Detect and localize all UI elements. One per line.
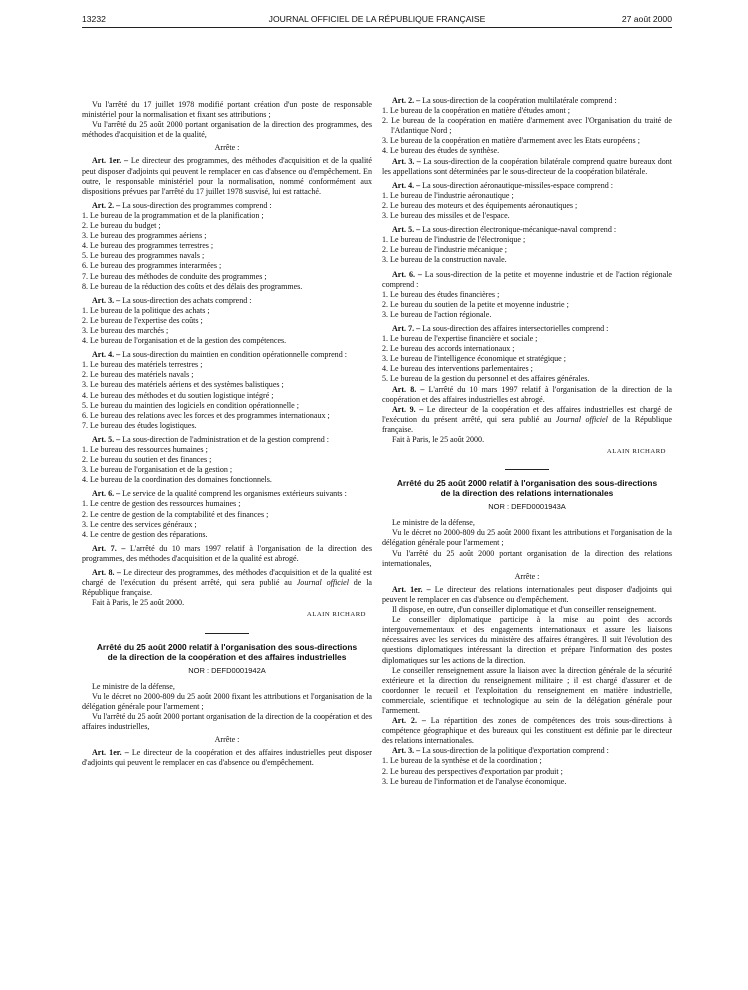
article-text: La sous-direction des achats comprend : bbox=[120, 295, 252, 305]
list-item: 4. Le bureau des méthodes et du soutien logistique intégré ; bbox=[82, 390, 274, 400]
article-label: Art. 3. – bbox=[92, 295, 121, 305]
list-item: 8. Le bureau de la réduction des coûts et des délais des programmes. bbox=[82, 281, 303, 291]
list-item: 1. Le bureau de la synthèse et de la coordination ; bbox=[382, 756, 542, 766]
list-item: 1. Le bureau de l'industrie de l'électronique ; bbox=[382, 235, 526, 245]
article-3 bbox=[382, 157, 672, 177]
list-item: 3. Le bureau des programmes aériens ; bbox=[82, 231, 207, 241]
article-3 bbox=[82, 296, 372, 306]
article-text: La sous-direction de la coopération multilatérale comprend : bbox=[420, 96, 617, 105]
vu-paragraph: Vu l'arrêté du 25 août 2000 portant organisation de la direction de la coopération et des affaires industrielles, bbox=[82, 711, 372, 731]
list-item: 2. Le bureau du budget ; bbox=[82, 221, 161, 231]
vu-paragraph: Vu l'arrêté du 25 août 2000 portant organisation de la direction des programmes, des méthodes d'acquisition et de la qualité, bbox=[82, 120, 372, 140]
list-item: 5. Le bureau de la gestion du personnel et des affaires générales. bbox=[382, 374, 590, 384]
article-text: L'arrêté du 10 mars 1997 relatif à l'organisation de la direction de la coopération et des affaires industrielles est abrogé. bbox=[382, 384, 673, 404]
list-item: 3. Le bureau de l'organisation et de la gestion ; bbox=[82, 465, 233, 475]
list-item: 2. Le bureau de l'expertise des coûts ; bbox=[82, 315, 203, 325]
list-item: 3. Le bureau des marchés ; bbox=[82, 325, 169, 335]
article-text: Le directeur de la coopération et des affaires industrielles peut disposer d'adjoints qui peuvent le remplacer en cas d'absence ou d'empêchement. bbox=[82, 748, 372, 768]
arrete-heading: Arrête : bbox=[214, 143, 240, 153]
list-item: 4. Le bureau des interventions parlementaires ; bbox=[382, 364, 533, 374]
article-2 bbox=[382, 716, 672, 746]
list-item: 5. Le bureau des programmes navals ; bbox=[82, 251, 205, 261]
article-text: Le directeur des relations internationales peut disposer d'adjoints qui peuvent le remplacer en cas d'absence ou d'empêchement. bbox=[382, 584, 673, 604]
list-item: 4. Le bureau des programmes terrestres ; bbox=[82, 241, 214, 251]
list-item: 7. Le bureau des études logistiques. bbox=[82, 420, 197, 430]
article-2 bbox=[382, 96, 672, 106]
article-label: Art. 8. – bbox=[392, 384, 425, 394]
list-item: 6. Le bureau des programmes interarmées ; bbox=[82, 261, 222, 271]
vu-paragraph: Vu le décret no 2000-809 du 25 août 2000 fixant les attributions et l'organisation de la délégation générale pour l'armement ; bbox=[82, 691, 372, 711]
article-5 bbox=[382, 225, 672, 235]
article-7 bbox=[382, 324, 672, 334]
article-text: La sous-direction électronique-mécanique-naval comprend : bbox=[420, 225, 617, 235]
list-item: 2. Le bureau des moteurs et des équipements aéronautiques ; bbox=[382, 200, 578, 210]
article-label: Art. 2. – bbox=[392, 96, 421, 105]
article-5 bbox=[82, 435, 372, 445]
article-label: Art. 4. – bbox=[392, 180, 421, 190]
list-item: 4. Le bureau de l'organisation et de la gestion des compétences. bbox=[82, 336, 287, 346]
list-item: 7. Le bureau des méthodes de conduite des programmes ; bbox=[82, 271, 267, 281]
minister-line: Le ministre de la défense, bbox=[92, 681, 175, 691]
article-text: La sous-direction des programmes comprend : bbox=[120, 200, 272, 210]
article-text: Le directeur de la coopération et des affaires industrielles est chargé de l'exécution du présent arrêté, qui sera publié au bbox=[382, 404, 673, 424]
vu-paragraph: Vu l'arrêté du 17 juillet 1978 modifié portant création d'un poste de responsable ministériel pour la normalisation et fixant ses attributions ; bbox=[82, 100, 372, 120]
article-text: La sous-direction de la politique d'exportation comprend : bbox=[420, 746, 609, 756]
article-label: Art. 7. – bbox=[92, 543, 126, 553]
signature: ALAIN RICHARD bbox=[606, 448, 666, 456]
list-item: 3. Le bureau des missiles et de l'espace. bbox=[382, 211, 510, 221]
list-item: 1. Le centre de gestion des ressources humaines ; bbox=[82, 499, 241, 509]
minister-line: Le ministre de la défense, bbox=[392, 518, 475, 528]
article-label: Art. 4. – bbox=[92, 350, 121, 360]
list-item: 2. Le bureau de l'industrie mécanique ; bbox=[382, 245, 508, 255]
article-label: Art. 8. – bbox=[92, 568, 121, 578]
page-number: 13232 bbox=[82, 14, 106, 24]
list-item: 2. Le bureau de la coopération en matière d'armement avec l'Organisation du traité de l'Atlantique Nord ; bbox=[382, 116, 672, 136]
list-item: 4. Le centre de gestion des réparations. bbox=[82, 529, 208, 539]
article-text: La sous-direction de la petite et moyenne industrie et de l'action régionale comprend : bbox=[382, 269, 672, 289]
header-rule bbox=[82, 27, 672, 28]
fait-line: Fait à Paris, le 25 août 2000. bbox=[92, 598, 185, 608]
list-item: 3. Le bureau de la construction navale. bbox=[382, 255, 507, 265]
page-header bbox=[82, 14, 672, 28]
article-text: Le directeur des programmes, des méthodes d'acquisition et de la qualité est chargé de l'exécution du présent arrêté, qui sera publié au bbox=[82, 568, 373, 588]
vu-paragraph: Vu l'arrêté du 25 août 2000 portant organisation de la direction des relations internationales, bbox=[382, 548, 672, 568]
arrete-heading: Arrête : bbox=[214, 735, 240, 745]
article-text: La répartition des zones de compétences des trois sous-directions à compétence géographique et des bureaux qui les constituent est définie par le directeur des relations internationales. bbox=[382, 716, 672, 746]
signature: ALAIN RICHARD bbox=[306, 611, 366, 619]
nor-reference: NOR : DEFD0001942A bbox=[188, 665, 266, 675]
section-separator bbox=[505, 469, 549, 470]
article-label: Art. 3. – bbox=[392, 156, 421, 166]
list-item: 4. Le bureau des études de synthèse. bbox=[382, 146, 500, 156]
article-label: Art. 1er. – bbox=[392, 584, 431, 594]
article-label: Art. 1er. – bbox=[92, 156, 129, 166]
list-item: 2. Le bureau des matériels navals ; bbox=[82, 370, 194, 380]
list-item: 2. Le bureau des perspectives d'exportation par produit ; bbox=[382, 766, 563, 776]
list-item: 1. Le bureau des matériels terrestres ; bbox=[82, 360, 203, 370]
list-item: 2. Le centre de gestion de la comptabilité et des finances ; bbox=[82, 509, 269, 519]
decree-title: Arrêté du 25 août 2000 relatif à l'organisation des sous-directions de la direction des relations internationales bbox=[396, 478, 658, 499]
arrete-heading: Arrête : bbox=[514, 571, 540, 581]
article-9 bbox=[382, 405, 672, 435]
paragraph: Le conseiller renseignement assure la liaison avec la direction générale de la sécurité extérieure et la direction du renseignement militaire ; il est chargé d'assurer et de coordonner le recueil et l'exploitation du renseignement en matière industrielle, commerciale, scientifique et technologique au sein de la délégation générale pour l'armement. bbox=[382, 665, 672, 715]
article-text: La sous-direction des affaires intersectorielles comprend : bbox=[420, 323, 609, 333]
section-separator bbox=[205, 633, 249, 634]
article-4 bbox=[82, 350, 372, 360]
list-item: 1. Le bureau de la programmation et de la planification ; bbox=[82, 210, 264, 220]
list-item: 6. Le bureau des relations avec les forces et des programmes internationaux ; bbox=[82, 410, 330, 420]
list-item: 3. Le centre des services généraux ; bbox=[82, 519, 197, 529]
article-4 bbox=[382, 181, 672, 191]
list-item: 1. Le bureau de la coopération en matière d'études amont ; bbox=[382, 106, 571, 116]
article-7 bbox=[82, 544, 372, 564]
article-text: de la République française. bbox=[382, 414, 672, 434]
list-item: 1. Le bureau des ressources humaines ; bbox=[82, 445, 208, 454]
list-item: 2. Le bureau des accords internationaux ; bbox=[382, 344, 515, 354]
article-label: Art. 5. – bbox=[392, 225, 421, 235]
journal-name: Journal officiel bbox=[296, 578, 349, 588]
article-1 bbox=[82, 156, 372, 196]
article-label: Art. 1er. – bbox=[92, 748, 129, 758]
article-label: Art. 2. – bbox=[92, 200, 121, 210]
decree-title: Arrêté du 25 août 2000 relatif à l'organisation des sous-directions de la direction de la coopération et des affaires industrielles bbox=[96, 641, 358, 662]
article-label: Art. 6. – bbox=[92, 489, 121, 499]
article-label: Art. 2. – bbox=[392, 716, 426, 726]
list-item: 1. Le bureau de l'expertise financière et sociale ; bbox=[382, 334, 538, 344]
list-item: 3. Le bureau de l'intelligence économique et stratégique ; bbox=[382, 354, 566, 364]
article-1 bbox=[82, 748, 372, 768]
article-text: de la République française. bbox=[82, 578, 373, 598]
article-label: Art. 6. – bbox=[392, 269, 422, 279]
journal-name: Journal officiel bbox=[555, 414, 608, 424]
article-label: Art. 5. – bbox=[92, 434, 121, 444]
article-label: Art. 9. – bbox=[392, 404, 424, 414]
list-item: 3. Le bureau de l'information et de l'analyse économique. bbox=[382, 776, 567, 786]
article-text: Le service de la qualité comprend les organismes extérieurs suivants : bbox=[120, 489, 347, 499]
issue-date: 27 août 2000 bbox=[621, 14, 672, 24]
left-column bbox=[82, 100, 372, 768]
nor-reference: NOR : DEFD0001943A bbox=[488, 502, 566, 512]
article-text: Le directeur des programmes, des méthodes d'acquisition et de la qualité peut disposer d'adjoints qui peuvent le remplacer en cas d'absence ou d'empêchement. En outre, le responsable ministériel pour la normalisation, nommé conformément aux dispositions prévues par l'arrêté du 17 juillet 1978 susvisé, lui est rattaché. bbox=[82, 156, 372, 196]
article-label: Art. 3. – bbox=[392, 746, 421, 756]
article-label: Art. 7. – bbox=[392, 323, 421, 333]
list-item: 1. Le bureau de l'industrie aéronautique ; bbox=[382, 190, 514, 200]
article-3 bbox=[382, 746, 672, 756]
list-item: 2. Le bureau du soutien et des finances ; bbox=[82, 455, 212, 465]
paragraph: Le conseiller diplomatique participe à la mise au point des accords intergouvernementaux et des engagements internationaux et assure les liaisons nécessaires avec les services du ministère des affaires étrangères. Il suit l'évolution des questions diplomatiques intéressant la direction et prépare l'information des postes diplomatiques sur les actions de la direction. bbox=[382, 615, 672, 665]
article-2 bbox=[82, 201, 372, 211]
list-item: 1. Le bureau de la politique des achats ; bbox=[82, 305, 210, 315]
list-item: 3. Le bureau de l'action régionale. bbox=[382, 309, 492, 319]
list-item: 4. Le bureau de la coordination des domaines fonctionnels. bbox=[82, 475, 272, 485]
paragraph: Il dispose, en outre, d'un conseiller diplomatique et d'un conseiller renseignement. bbox=[392, 605, 657, 615]
article-text: La sous-direction aéronautique-missiles-espace comprend : bbox=[420, 180, 613, 190]
article-1 bbox=[382, 585, 672, 605]
right-column bbox=[382, 96, 672, 787]
list-item: 5. Le bureau du maintien des logiciels en condition opérationnelle ; bbox=[82, 400, 299, 410]
article-text: La sous-direction de la coopération bilatérale comprend quatre bureaux dont les appellations sont déterminées par le sous-directeur de la coopération bilatérale. bbox=[382, 156, 673, 176]
article-8 bbox=[382, 385, 672, 405]
article-8 bbox=[82, 568, 372, 598]
article-text: La sous-direction de l'administration et de la gestion comprend : bbox=[120, 434, 329, 444]
article-6 bbox=[82, 489, 372, 499]
list-item: 3. Le bureau des matériels aériens et des systèmes balistiques ; bbox=[82, 380, 284, 390]
vu-paragraph: Vu le décret no 2000-809 du 25 août 2000 fixant les attributions et l'organisation de la délégation générale pour l'armement ; bbox=[382, 528, 672, 548]
list-item: 2. Le bureau du soutien de la petite et moyenne industrie ; bbox=[382, 299, 569, 309]
article-text: L'arrêté du 10 mars 1997 relatif à l'organisation de la direction des programmes, des méthodes d'acquisition et de la qualité est abrogé. bbox=[82, 543, 372, 563]
list-item: 1. Le bureau des études financières ; bbox=[382, 289, 500, 299]
article-text: La sous-direction du maintien en condition opérationnelle comprend : bbox=[120, 350, 347, 360]
fait-line: Fait à Paris, le 25 août 2000. bbox=[392, 435, 485, 444]
article-6 bbox=[382, 270, 672, 290]
journal-title: JOURNAL OFFICIEL DE LA RÉPUBLIQUE FRANÇAISE bbox=[268, 14, 486, 24]
list-item: 3. Le bureau de la coopération en matière d'armement avec les Etats européens ; bbox=[382, 136, 640, 146]
